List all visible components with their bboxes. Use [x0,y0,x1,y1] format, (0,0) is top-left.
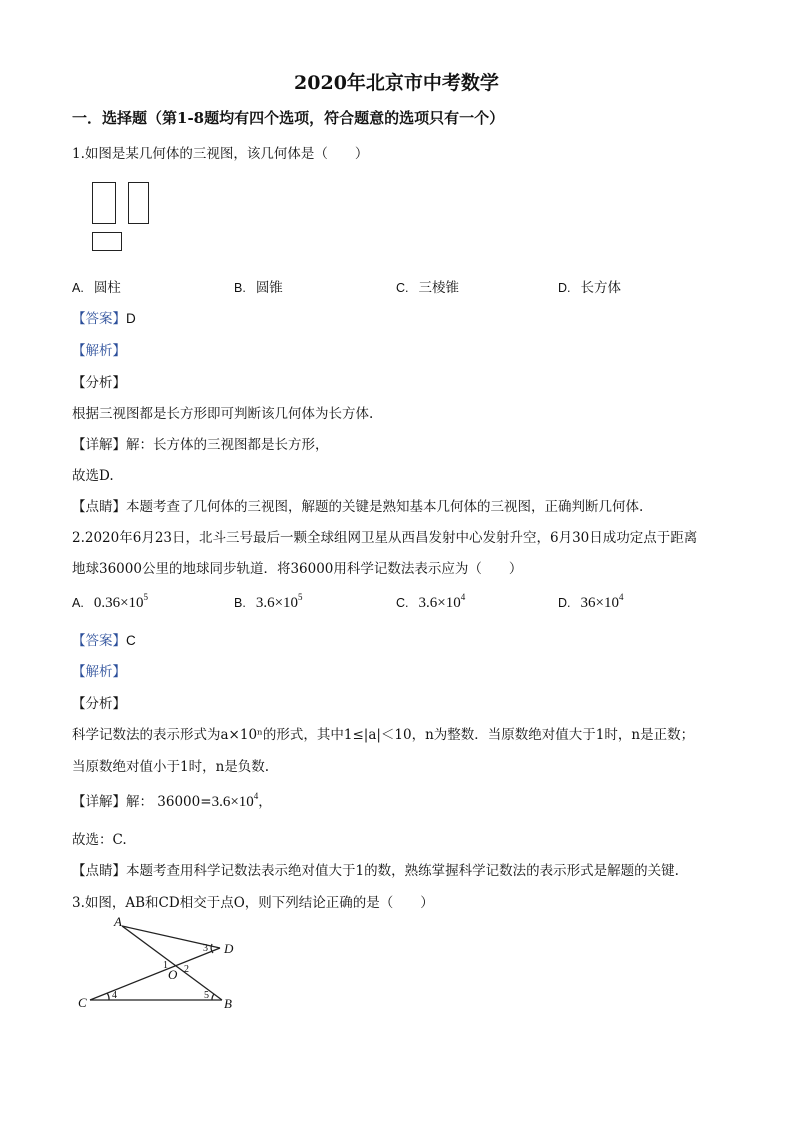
angle-4-arc [107,993,109,1000]
q2-answer: 【答案】C [72,633,136,649]
q2-choose: 故选：C. [72,832,127,848]
q1-option-c[interactable]: C. 三棱锥 [396,280,459,296]
q1-analysis: 根据三视图都是长方形即可判断该几何体为长方体. [72,406,374,422]
point-o-label: O [168,967,178,982]
q2-option-a[interactable]: A. $0.36\times 10^5$ [72,592,149,611]
q1-option-b[interactable]: B. 圆锥 [234,280,283,296]
point-a-label: A [114,914,122,929]
q2-detail: 【详解】解： $36000=3.6\times 10^4$， [72,791,272,810]
q3-stem: 3.如图，AB和CD相交于点O，则下列结论正确的是（ ） [72,895,434,911]
q2-option-d[interactable]: D. $36\times 10^4$ [558,592,624,611]
q2-fenxi-tag: 【分析】 [72,696,126,712]
segment-dc [90,948,220,1000]
q2-stem-line2: 地球36000公里的地球同步轨道．将36000用科学记数法表示应为（ ） [72,561,523,577]
angle-3-arc [211,944,213,953]
q1-option-a[interactable]: A. 圆柱 [72,280,121,296]
q1-fenxi-tag: 【分析】 [72,375,126,391]
q2-stem-line1: 2.2020年6月23日，北斗三号最后一颗全球组网卫星从西昌发射中心发射升空，6月30日成功定点于距离 [72,530,698,546]
q2-option-c[interactable]: C. $3.6\times 10^4$ [396,592,466,611]
page-title: 2020年北京市中考数学 [294,72,499,94]
point-b-label: B [224,996,232,1011]
q1-answer: 【答案】D [72,311,136,327]
angle-5-label: 5 [204,990,209,1001]
point-d-label: D [224,941,234,956]
angle-3-label: 3 [203,943,208,954]
angle-2-label: 2 [184,964,189,975]
q2-option-b[interactable]: B. $3.6\times 10^5$ [234,592,303,611]
angle-4-label: 4 [112,990,117,1001]
front-view-rect [92,182,116,224]
q1-option-d[interactable]: D. 长方体 [558,280,621,296]
section-heading: 一．选择题（第1-8题均有四个选项，符合题意的选项只有一个） [72,109,505,127]
q1-detail: 【详解】解：长方体的三视图都是长方形， [72,437,329,453]
q2-jiexi-tag: 【解析】 [72,664,126,680]
top-view-rect [92,232,122,251]
q1-stem: 1.如图是某几何体的三视图，该几何体是（ ） [72,146,369,162]
point-c-label: C [78,995,87,1010]
q1-comment: 【点睛】本题考查了几何体的三视图，解题的关键是熟知基本几何体的三视图，正确判断几何体. [72,499,644,515]
q2-analysis-line1: 科学记数法的表示形式为a×10ⁿ的形式，其中1≤|a|＜10，n为整数．当原数绝对值大于1时，n是正数； [72,727,695,743]
angle-5-arc [212,994,214,1000]
q3-intersecting-lines-figure [70,912,250,1017]
angle-1-label: 1 [163,960,168,971]
q1-choose: 故选D. [72,468,114,484]
q2-comment: 【点睛】本题考查用科学记数法表示绝对值大于1的数，熟练掌握科学记数法的表示形式是解题的关键. [72,863,679,879]
q1-jiexi-tag: 【解析】 [72,343,126,359]
side-view-rect [128,182,149,224]
q2-analysis-line2: 当原数绝对值小于1时，n是负数. [72,759,270,775]
